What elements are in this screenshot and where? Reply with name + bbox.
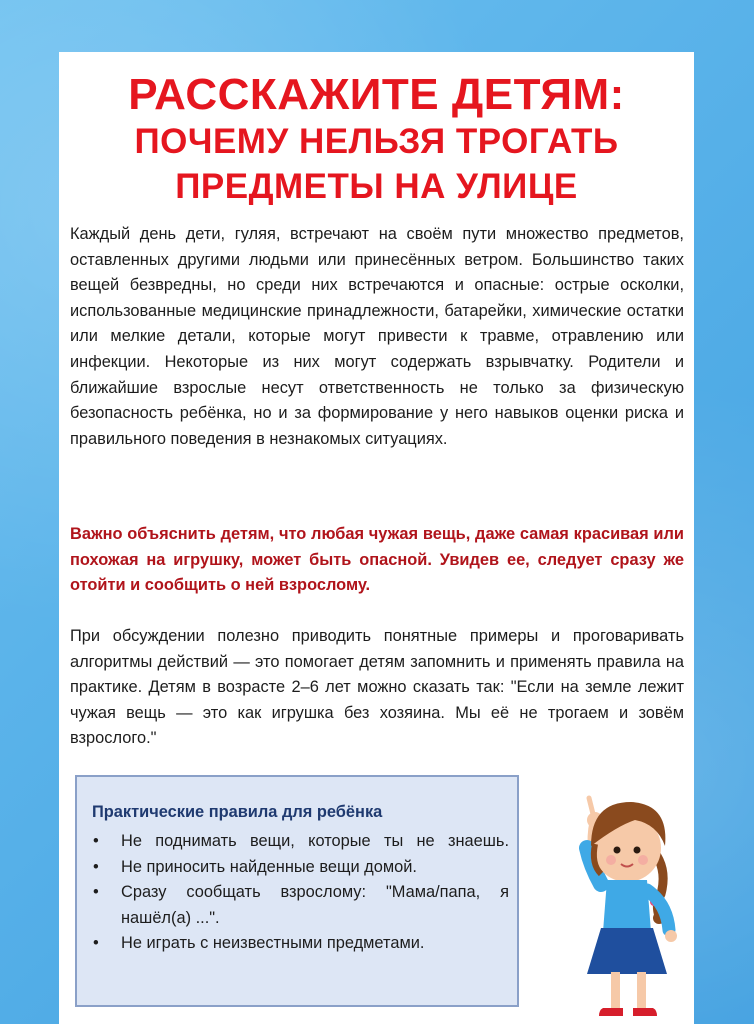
bullet: • (93, 857, 99, 876)
rule-item (89, 880, 509, 931)
title-line-3: ПРЕДМЕТЫ НА УЛИЦЕ (175, 167, 578, 206)
intro-paragraph: Каждый день дети, гуляя, встречают на своём пути множество предметов, оставленных другими людьми или принесённых ветром. Большинство таких вещей безвредны, но среди них встречаются и опасные: острые осколки, использованные медицинские принадлежности, батарейки, химические остатки или мелкие детали, которые могут привести к травме, отравлению или инфекции. Некоторые из них могут содержать взрывчатку. Родители и ближайшие взрослые несут ответственность не только за физическую безопасность ребёнка, но и за формирование у него навыков оценки риска и правильного поведения в незнакомых ситуациях. (70, 225, 684, 448)
poster-page (59, 52, 694, 1024)
bullet: • (93, 883, 99, 902)
discussion-paragraph: При обсуждении полезно приводить понятные примеры и проговаривать алгоритмы действий — это помогает детям запомнить и применять правила на практике. Детям в возрасте 2–6 лет можно сказать так: "Если на земле лежит чужая вещь — это как игрушка без хозяина. Мы её не трогаем и зовём взрослого." (70, 627, 684, 748)
rule-text: Не поднимать вещи, которые ты не знаешь. (121, 832, 509, 850)
rule-text: Не играть с неизвестными предметами. (121, 934, 425, 953)
bullet: • (93, 832, 99, 850)
title-line-2: ПОЧЕМУ НЕЛЬЗЯ ТРОГАТЬ (134, 122, 619, 161)
rule-item (89, 829, 509, 855)
rules-list (89, 829, 509, 957)
title-line-1: РАССКАЖИТЕ ДЕТЯМ: (128, 70, 625, 119)
rule-text: Не приносить найденные вещи домой. (121, 857, 417, 876)
rule-item (89, 855, 509, 881)
bullet: • (93, 934, 99, 953)
rule-text: Сразу сообщать взрослому: "Мама/папа, я нашёл(а) ...". (121, 883, 509, 927)
rules-heading: Практические правила для ребёнка (92, 803, 383, 821)
warning-paragraph: Важно объяснить детям, что любая чужая вещь, даже самая красивая или похожая на игрушку, может быть опасной. Увидев ее, следует сразу же отойти и сообщить о ней взрослому. (70, 525, 684, 595)
rules-box (75, 775, 519, 1007)
girl-pointing-up-illustration (529, 752, 694, 1024)
rule-item (89, 931, 509, 957)
